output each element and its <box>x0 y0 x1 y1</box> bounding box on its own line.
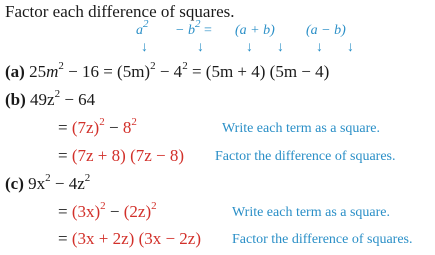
problem-c-step1: = $(3x)^2 - (2z)^2$ <box>58 200 157 221</box>
pattern-b-squared: − $b^2$ = <box>175 18 212 38</box>
note-write-as-square: Write each term as a square. <box>222 121 381 136</box>
pattern-diff-factor: (a − b) <box>306 23 346 38</box>
arrow-down-icon: ↓ <box>316 40 323 55</box>
pattern-a-squared: $a^2$ <box>136 18 149 38</box>
problem-c-step2: = (3x + 2z) (3x − 2z) <box>58 229 202 248</box>
arrow-down-icon: ↓ <box>246 40 253 55</box>
arrow-down-icon: ↓ <box>277 40 284 55</box>
problem-b-step1: = $(7z)^2 - 8^2$ <box>58 116 137 137</box>
page-title: Factor each difference of squares. <box>5 2 235 21</box>
note-write-as-square: Write each term as a square. <box>232 205 391 220</box>
note-factor: Factor the difference of squares. <box>232 232 413 247</box>
arrow-down-icon: ↓ <box>197 40 204 55</box>
problem-c: (c) $9x^2 - 4z^2$ <box>5 172 91 193</box>
problem-b: (b) $49z^2 - 64$ <box>5 88 96 109</box>
note-factor: Factor the difference of squares. <box>215 149 396 164</box>
arrow-down-icon: ↓ <box>347 40 354 55</box>
problem-a: (a) $25m^2 - 16 = (5m)^2 - 4^2 = (5m + 4) (5m - 4)$ <box>5 60 330 81</box>
problem-b-step2: = (7z + 8) (7z − 8) <box>58 146 185 165</box>
arrow-down-icon: ↓ <box>141 40 148 55</box>
pattern-sum-factor: (a + b) <box>235 23 275 38</box>
